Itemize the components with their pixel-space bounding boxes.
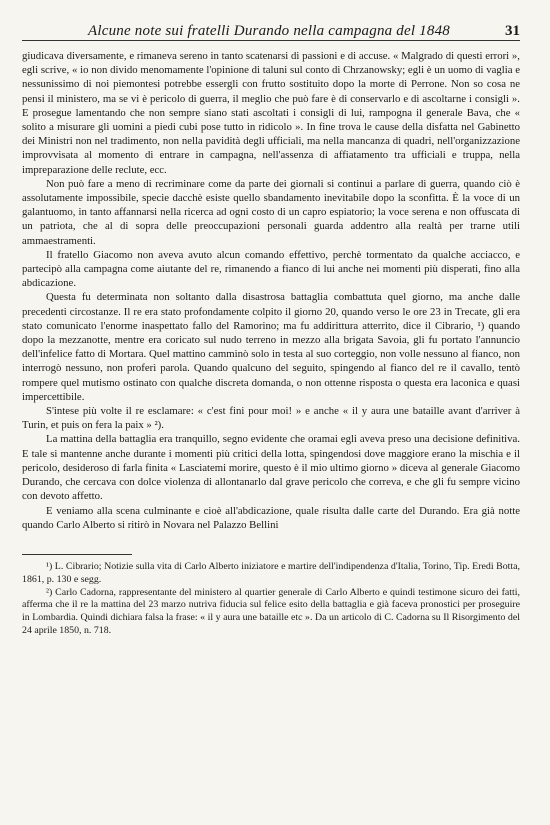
paragraph: giudicava diversamente, e rimaneva sereno in tanto scatenarsi di passioni e di accuse. « Malgrado di questi errori », egli scrive, « io non divido menomamente l'opinione di taluni sul conto di Chrzanowsky; egli è un uomo di vaglia e nessunissimo di noi piemontesi potrebbe essergli con frutto sostituito dopo la morte di Perrone. Non so cosa ne pensi il ministero, ma se vi è pericolo di guerra, il meglio che può fare è di conservarlo e di ascoltarne i consigli ». E prosegue lamentando che non sempre siano stati ascoltati i consigli di lui, rampogna il generale Bava, che « solito a misurare gli uomini a piedi cubi pose tutto in ridicolo ». In fine trova le cause della disfatta nel Gabinetto dei Ministri non nel tradimento, non nella pavidità degli ufficiali, ma nella mancanza di quadri, nell'organizzazione improvvisata al momento di entrare in campagna, nell'assenza di affiatamento tra ufficiali e truppa, nella impreparazione delle reclute, ecc. (22, 50, 520, 176)
footnote: ²) Carlo Cadorna, rappresentante del ministero al quartier generale di Carlo Alberto e quindi testimone sicuro dei fatti, afferma che il re la mattina del 23 marzo nutriva fiducia sul felice esito della battaglia e già faceva pronostici per proseguire in Lombardia. Quindi dichiara falsa la frase: « il y aura une bataille etc ». Da un articolo di C. Cadorna su Il Risorgimento del 24 aprile 1850, n. 718. (22, 586, 520, 636)
footnote: ¹) L. Cibrario; Notizie sulla vita di Carlo Alberto iniziatore e martire dell'indipendenza d'Italia, Torino, Tip. Eredi Botta, 1861, p. 130 e segg. (22, 560, 520, 585)
footnotes (22, 561, 520, 638)
running-title: Alcune note sui fratelli Durando nella campagna del 1848 (88, 23, 450, 39)
paragraph: E veniamo alla scena culminante e cioè all'abdicazione, quale risulta dalle carte del Durando. Era già notte quando Carlo Alberto si ritirò in Novara nel Palazzo Bellini (22, 504, 520, 531)
paragraph: S'intese più volte il re esclamare: « c'est fini pour moi! » e anche « il y aura une bataille avant d'arriver à Turin, et puis on fera la paix » ²). (22, 405, 520, 432)
footnote-separator (22, 554, 132, 555)
page-header (22, 14, 520, 41)
body-text (22, 49, 520, 532)
paragraph: Non può fare a meno di recriminare come da parte dei giornali si continui a parlare di guerra, quando ciò è assolutamente impossibile, specie dacchè esiste quello sbandamento inevitabile dopo la sconfitta. È la voce di un galantuomo, in tanto affannarsi nella ricerca ad ogni costo di un capro espiatorio; la voce serena e non offuscata di un patriota, che al di sopra delle preoccupazioni personali guarda addentro alla realtà per trarne utili ammaestramenti. (22, 177, 520, 247)
page-number: 31 (505, 23, 520, 39)
paragraph: Il fratello Giacomo non aveva avuto alcun comando effettivo, perchè tormentato da qualche acciacco, e partecipò alla campagna come aiutante del re, rimanendo a fianco di lui anche nei momenti più disperati, fino alla abdicazione. (22, 248, 520, 290)
paragraph: La mattina della battaglia era tranquillo, segno evidente che oramai egli aveva preso una decisione definitiva. E tale si mantenne anche durante i momenti più critici della lotta, spingendosi dove maggiore erano la mischia e il pericolo, desideroso di farla finita « Lasciatemi morire, questo è il mio ultimo giorno » diceva al generale Giacomo Durando, che cercava con dolce violenza di allontanarlo dal grave pericolo che correva, e che gli fu sempre vicino con devoto affetto. (22, 433, 520, 503)
paragraph: Questa fu determinata non soltanto dalla disastrosa battaglia combattuta quel giorno, ma anche dalle precedenti circostanze. Il re era stato profondamente colpito il giorno 20, quando verso le ore 23 in Trecate, gli era stato comunicato l'enorme inaspettato fallo del Ramorino; ma fu addirittura atterrito, dice il Cibrario, ¹) quando dopo la mezzanotte, mentre era coricato sul nudo terreno in mezzo alla brigata Savoia, gli fu portato l'annuncio dell'infelice fatto di Mortara. Quel mattino camminò solo in testa al suo corteggio, non volle nessuno al fianco, non interrogò nessuno, non proferì parola. Quando qualcuno del seguito, spingendo al fianco del re il cavallo, tentò rompere quel mutismo ostinato con qualche discreta domanda, o non ottenne risposta o questa era laconica e quasi impercettibile. (22, 291, 520, 403)
